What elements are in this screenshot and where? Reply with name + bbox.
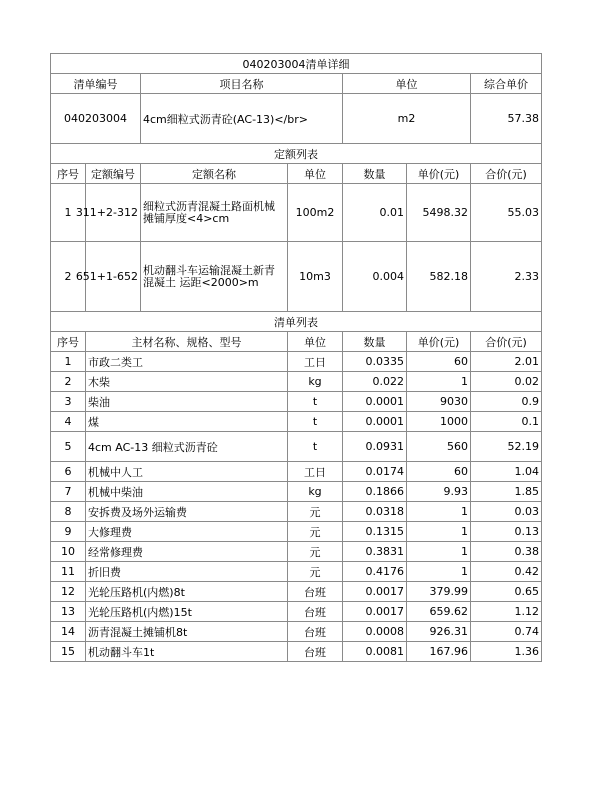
material-header-no: 序号 (51, 332, 86, 352)
material-name: 折旧费 (86, 562, 288, 582)
quota-name: 细粒式沥青混凝土路面机械摊铺厚度<4>cm (141, 184, 288, 242)
quota-header-no: 序号 (51, 164, 86, 184)
material-qty: 0.4176 (343, 562, 407, 582)
material-unit: kg (288, 482, 343, 502)
material-no: 7 (51, 482, 86, 502)
item-unit: m2 (343, 94, 471, 144)
material-header-row (51, 332, 542, 352)
material-row (51, 642, 542, 662)
material-row (51, 562, 542, 582)
material-name: 机械中柴油 (86, 482, 288, 502)
material-price: 659.62 (407, 602, 471, 622)
material-price: 60 (407, 352, 471, 372)
material-name: 机动翻斗车1t (86, 642, 288, 662)
material-header-qty: 数量 (343, 332, 407, 352)
title-row (51, 54, 542, 74)
material-total: 2.01 (471, 352, 542, 372)
material-qty: 0.0008 (343, 622, 407, 642)
material-name: 大修理费 (86, 522, 288, 542)
material-total: 0.74 (471, 622, 542, 642)
material-section-title: 清单列表 (51, 312, 542, 332)
material-qty: 0.3831 (343, 542, 407, 562)
quota-total: 2.33 (471, 242, 542, 312)
material-no: 4 (51, 412, 86, 432)
material-no: 1 (51, 352, 86, 372)
material-no: 2 (51, 372, 86, 392)
material-unit: 台班 (288, 622, 343, 642)
code-header: 清单编号 (51, 74, 141, 94)
material-unit: 元 (288, 542, 343, 562)
material-name: 经常修理费 (86, 542, 288, 562)
material-row (51, 602, 542, 622)
material-no: 5 (51, 432, 86, 462)
quota-code: 311+2-312 (86, 184, 141, 242)
material-price: 1 (407, 522, 471, 542)
material-name: 沥青混凝土摊铺机8t (86, 622, 288, 642)
quota-row (51, 242, 542, 312)
material-total: 0.9 (471, 392, 542, 412)
material-qty: 0.1315 (343, 522, 407, 542)
material-row (51, 432, 542, 462)
material-row (51, 622, 542, 642)
material-qty: 0.0017 (343, 602, 407, 622)
material-unit: t (288, 412, 343, 432)
material-price: 1000 (407, 412, 471, 432)
price-header: 综合单价 (471, 74, 542, 94)
material-no: 11 (51, 562, 86, 582)
material-header-total: 合价(元) (471, 332, 542, 352)
material-name: 4cm AC-13 细粒式沥青砼 (86, 432, 288, 462)
material-price: 1 (407, 372, 471, 392)
material-name: 市政二类工 (86, 352, 288, 372)
material-price: 1 (407, 542, 471, 562)
table-title: 040203004清单详细 (51, 54, 542, 74)
material-qty: 0.0001 (343, 392, 407, 412)
material-header-price: 单价(元) (407, 332, 471, 352)
material-name: 木柴 (86, 372, 288, 392)
material-name: 光轮压路机(内燃)8t (86, 582, 288, 602)
material-section-title-row (51, 312, 542, 332)
material-row (51, 392, 542, 412)
quota-header-unit: 单位 (288, 164, 343, 184)
material-unit: t (288, 432, 343, 462)
material-no: 14 (51, 622, 86, 642)
material-header-name: 主材名称、规格、型号 (86, 332, 288, 352)
material-total: 0.1 (471, 412, 542, 432)
quota-header-code: 定额编号 (86, 164, 141, 184)
material-no: 3 (51, 392, 86, 412)
material-price: 379.99 (407, 582, 471, 602)
material-unit: 台班 (288, 582, 343, 602)
material-no: 8 (51, 502, 86, 522)
material-unit: 元 (288, 562, 343, 582)
item-row (51, 94, 542, 144)
quota-total: 55.03 (471, 184, 542, 242)
quota-header-price: 单价(元) (407, 164, 471, 184)
material-unit: kg (288, 372, 343, 392)
material-total: 0.13 (471, 522, 542, 542)
material-row (51, 542, 542, 562)
material-price: 1 (407, 562, 471, 582)
material-unit: t (288, 392, 343, 412)
material-name: 安拆费及场外运输费 (86, 502, 288, 522)
material-total: 52.19 (471, 432, 542, 462)
material-price: 926.31 (407, 622, 471, 642)
quota-qty: 0.004 (343, 242, 407, 312)
material-no: 10 (51, 542, 86, 562)
quota-code: 651+1-652 (86, 242, 141, 312)
material-qty: 0.0001 (343, 412, 407, 432)
material-qty: 0.1866 (343, 482, 407, 502)
bill-detail-table (50, 53, 542, 662)
material-qty: 0.022 (343, 372, 407, 392)
material-row (51, 502, 542, 522)
header-row (51, 74, 542, 94)
material-unit: 工日 (288, 352, 343, 372)
material-unit: 工日 (288, 462, 343, 482)
quota-no: 2 (51, 242, 86, 312)
quota-header-row (51, 164, 542, 184)
material-price: 1 (407, 502, 471, 522)
quota-unit: 100m2 (288, 184, 343, 242)
material-name: 机械中人工 (86, 462, 288, 482)
material-price: 560 (407, 432, 471, 462)
material-no: 15 (51, 642, 86, 662)
material-total: 0.02 (471, 372, 542, 392)
material-name: 光轮压路机(内燃)15t (86, 602, 288, 622)
quota-no: 1 (51, 184, 86, 242)
material-total: 0.38 (471, 542, 542, 562)
quota-header-total: 合价(元) (471, 164, 542, 184)
material-unit: 元 (288, 522, 343, 542)
material-price: 9.93 (407, 482, 471, 502)
item-code: 040203004 (51, 94, 141, 144)
material-row (51, 482, 542, 502)
material-row (51, 462, 542, 482)
material-total: 1.36 (471, 642, 542, 662)
quota-section-title: 定额列表 (51, 144, 542, 164)
material-no: 9 (51, 522, 86, 542)
material-unit: 台班 (288, 602, 343, 622)
material-total: 0.42 (471, 562, 542, 582)
material-qty: 0.0081 (343, 642, 407, 662)
material-header-unit: 单位 (288, 332, 343, 352)
material-row (51, 412, 542, 432)
quota-unit: 10m3 (288, 242, 343, 312)
material-price: 60 (407, 462, 471, 482)
unit-header: 单位 (343, 74, 471, 94)
name-header: 项目名称 (141, 74, 343, 94)
material-qty: 0.0318 (343, 502, 407, 522)
material-total: 1.12 (471, 602, 542, 622)
quota-section-title-row (51, 144, 542, 164)
material-price: 9030 (407, 392, 471, 412)
material-total: 1.85 (471, 482, 542, 502)
quota-header-name: 定额名称 (141, 164, 288, 184)
material-no: 13 (51, 602, 86, 622)
quota-row (51, 184, 542, 242)
material-total: 1.04 (471, 462, 542, 482)
material-qty: 0.0174 (343, 462, 407, 482)
quota-name: 机动翻斗车运输混凝土新青混凝土 运距<2000>m (141, 242, 288, 312)
quota-qty: 0.01 (343, 184, 407, 242)
material-no: 12 (51, 582, 86, 602)
material-no: 6 (51, 462, 86, 482)
material-name: 煤 (86, 412, 288, 432)
material-row (51, 352, 542, 372)
material-qty: 0.0931 (343, 432, 407, 462)
material-qty: 0.0335 (343, 352, 407, 372)
quota-header-qty: 数量 (343, 164, 407, 184)
material-unit: 元 (288, 502, 343, 522)
quota-price: 582.18 (407, 242, 471, 312)
material-unit: 台班 (288, 642, 343, 662)
item-name: 4cm细粒式沥青砼(AC-13)</br> (141, 94, 343, 144)
material-row (51, 372, 542, 392)
material-price: 167.96 (407, 642, 471, 662)
material-total: 0.03 (471, 502, 542, 522)
material-name: 柴油 (86, 392, 288, 412)
material-total: 0.65 (471, 582, 542, 602)
quota-price: 5498.32 (407, 184, 471, 242)
material-row (51, 522, 542, 542)
material-qty: 0.0017 (343, 582, 407, 602)
material-row (51, 582, 542, 602)
item-price: 57.38 (471, 94, 542, 144)
